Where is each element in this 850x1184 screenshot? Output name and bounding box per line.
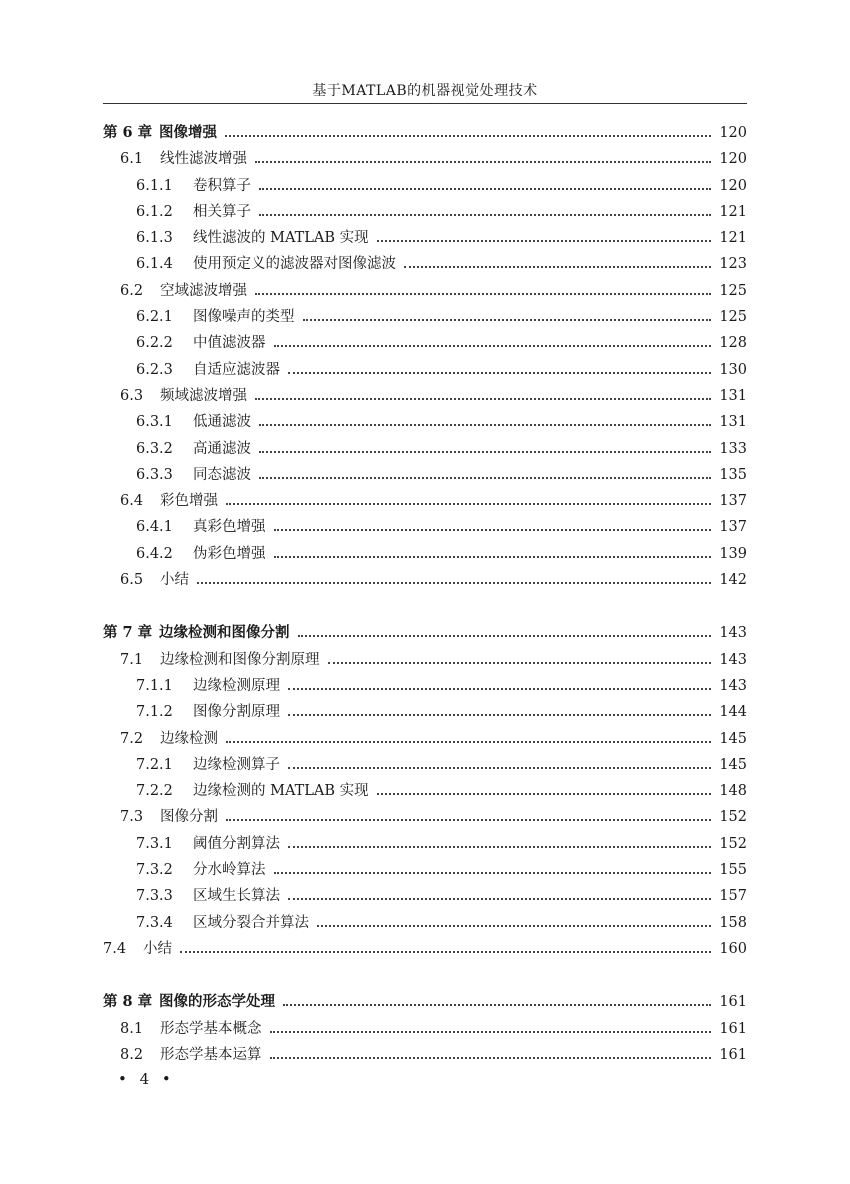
- toc-entry-page: 120: [719, 151, 747, 168]
- toc-entry-number: 6.3.1: [136, 414, 173, 431]
- dot-leader: [303, 305, 712, 322]
- dot-leader: [377, 779, 711, 796]
- dot-leader: [259, 199, 711, 216]
- toc-entry-number: 6.1: [120, 151, 144, 168]
- toc-entry-number: 7.1.1: [136, 677, 173, 694]
- toc-entry-number: 第 8 章: [103, 993, 153, 1011]
- toc-entry-number: 8.1: [120, 1020, 144, 1037]
- toc-entry-title: 边缘检测算子: [193, 756, 280, 773]
- toc-section-entry[interactable]: [103, 146, 747, 172]
- dot-leader: [274, 541, 712, 558]
- dot-leader: [226, 489, 711, 506]
- toc-entry-number: 6.1.3: [136, 230, 173, 247]
- dot-leader: [298, 621, 712, 638]
- dot-leader: [270, 1042, 712, 1059]
- dot-leader: [377, 226, 711, 243]
- dot-leader: [259, 436, 711, 453]
- toc-entry-title: 图像分割: [160, 809, 218, 826]
- toc-subsection-entry[interactable]: [103, 409, 747, 435]
- toc-entry-number: 第 7 章: [103, 624, 153, 642]
- toc-entry-page: 145: [719, 756, 747, 773]
- toc-entry-page: 121: [719, 203, 747, 220]
- toc-chapter: [103, 120, 747, 593]
- toc-entry-title: 小结: [143, 940, 172, 957]
- toc-entry-page: 145: [719, 730, 747, 747]
- toc-subsection-entry[interactable]: [103, 436, 747, 462]
- dot-leader: [274, 858, 712, 875]
- toc-entry-page: 125: [719, 309, 747, 326]
- toc-subsection-entry[interactable]: [103, 699, 747, 725]
- toc-entry-page: 161: [719, 994, 747, 1011]
- toc-entry-number: 6.4: [120, 493, 144, 510]
- toc-entry-title: 边缘检测的 MATLAB 实现: [193, 783, 369, 800]
- toc-chapter-heading[interactable]: [103, 989, 747, 1015]
- dot-leader: [180, 936, 711, 953]
- toc-entry-number: 6.1.1: [136, 177, 173, 194]
- dot-leader: [270, 1016, 712, 1033]
- toc-entry-number: 6.5: [120, 572, 144, 589]
- toc-entry-title: 相关算子: [193, 203, 251, 220]
- toc-entry-page: 152: [719, 835, 747, 852]
- toc-entry-page: 148: [719, 783, 747, 800]
- dot-leader: [255, 383, 711, 400]
- toc-entry-page: 155: [719, 862, 747, 879]
- header-rule: [103, 103, 747, 104]
- toc-entry-number: 6.2.3: [136, 361, 173, 378]
- toc-subsection-entry[interactable]: [103, 883, 747, 909]
- dot-leader: [226, 726, 711, 743]
- toc-entry-page: 139: [719, 545, 747, 562]
- toc-entry-title: 边缘检测原理: [193, 677, 280, 694]
- toc-entry-page: 152: [719, 809, 747, 826]
- dot-leader: [288, 673, 711, 690]
- toc-entry-number: 7.3.4: [136, 914, 173, 931]
- dot-leader: [197, 568, 711, 585]
- toc-entry-page: 143: [719, 651, 747, 668]
- toc-entry-page: 123: [719, 256, 747, 273]
- dot-leader: [288, 884, 711, 901]
- toc-entry-title: 分水岭算法: [193, 862, 266, 879]
- toc-entry-title: 彩色增强: [160, 493, 218, 510]
- dot-leader: [225, 121, 711, 138]
- dot-leader: [283, 990, 711, 1007]
- toc-entry-title: 线性滤波增强: [160, 151, 247, 168]
- toc-subsection-entry[interactable]: [103, 357, 747, 383]
- toc-entry-title: 形态学基本概念: [160, 1020, 262, 1037]
- toc-section-entry[interactable]: [103, 278, 747, 304]
- toc-subsection-entry[interactable]: [103, 462, 747, 488]
- dot-leader: [259, 173, 711, 190]
- toc-entry-number: 8.2: [120, 1046, 144, 1063]
- toc-entry-number: 6.1.2: [136, 203, 173, 220]
- toc-subsection-entry[interactable]: [103, 173, 747, 199]
- toc-entry-title: 图像噪声的类型: [193, 309, 295, 326]
- toc-entry-title: 使用预定义的滤波器对图像滤波: [193, 256, 396, 273]
- dot-leader: [288, 357, 711, 374]
- toc-entry-page: 137: [719, 493, 747, 510]
- toc-entry-number: 7.3: [120, 809, 144, 826]
- toc-section-entry[interactable]: [103, 383, 747, 409]
- toc-entry-page: 133: [719, 440, 747, 457]
- toc-entry-page: 137: [719, 519, 747, 536]
- dot-leader: [226, 805, 711, 822]
- toc-section-entry[interactable]: [103, 567, 747, 593]
- toc-subsection-entry[interactable]: [103, 330, 747, 356]
- toc-entry-page: 128: [719, 335, 747, 352]
- toc-subsection-entry[interactable]: [103, 673, 747, 699]
- toc-entry-page: 143: [719, 625, 747, 642]
- dot-leader: [288, 752, 711, 769]
- dot-leader: [288, 831, 711, 848]
- dot-leader: [259, 410, 711, 427]
- toc-entry-page: 135: [719, 466, 747, 483]
- toc-entry-page: 158: [719, 914, 747, 931]
- toc-entry-number: 6.3.2: [136, 440, 173, 457]
- toc-entry-title: 线性滤波的 MATLAB 实现: [193, 230, 369, 247]
- toc-entry-page: 142: [719, 572, 747, 589]
- toc-subsection-entry[interactable]: [103, 514, 747, 540]
- toc-entry-number: 6.4.2: [136, 545, 173, 562]
- dot-leader: [288, 700, 711, 717]
- toc-subsection-entry[interactable]: [103, 199, 747, 225]
- toc-entry-page: 143: [719, 677, 747, 694]
- toc-entry-page: 125: [719, 282, 747, 299]
- toc-entry-title: 高通滤波: [193, 440, 251, 457]
- page-number: • 4 •: [118, 1070, 175, 1088]
- toc-entry-page: 144: [719, 704, 747, 721]
- toc-entry-number: 6.3: [120, 387, 144, 404]
- toc-chapter-heading[interactable]: [103, 120, 747, 146]
- toc-entry-title: 区域分裂合并算法: [193, 914, 309, 931]
- toc-entry-title: 中值滤波器: [193, 335, 266, 352]
- toc-entry-title: 区域生长算法: [193, 888, 280, 905]
- toc-subsection-entry[interactable]: [103, 752, 747, 778]
- dot-leader: [255, 278, 711, 295]
- toc-entry-title: 图像的形态学处理: [159, 993, 275, 1011]
- toc-entry-number: 7.2: [120, 730, 144, 747]
- toc-subsection-entry[interactable]: [103, 857, 747, 883]
- toc-entry-page: 160: [719, 940, 747, 957]
- dot-leader: [259, 462, 711, 479]
- toc-entry-page: 120: [719, 125, 747, 141]
- toc-entry-title: 频域滤波增强: [160, 387, 247, 404]
- toc-entry-number: 6.3.3: [136, 466, 173, 483]
- toc-entry-number: 6.4.1: [136, 519, 173, 536]
- toc-subsection-entry[interactable]: [103, 225, 747, 251]
- toc-chapter-heading[interactable]: [103, 620, 747, 646]
- toc-entry-title: 卷积算子: [193, 177, 251, 194]
- toc-entry-title: 伪彩色增强: [193, 545, 266, 562]
- toc-entry-number: 7.3.1: [136, 835, 173, 852]
- toc-entry-title: 图像增强: [159, 124, 217, 141]
- toc-entry-number: 6.2.2: [136, 335, 173, 352]
- toc-entry-title: 阈值分割算法: [193, 835, 280, 852]
- toc-entry-page: 131: [719, 414, 747, 431]
- toc-subsection-entry[interactable]: [103, 304, 747, 330]
- dot-leader: [317, 910, 711, 927]
- dot-leader: [274, 515, 712, 532]
- toc-subsection-entry[interactable]: [103, 778, 747, 804]
- toc-section-entry[interactable]: [103, 726, 747, 752]
- toc-entry-title: 同态滤波: [193, 466, 251, 483]
- toc-section-entry[interactable]: [103, 488, 747, 514]
- toc-chapter: [103, 620, 747, 962]
- toc-section-entry[interactable]: [103, 1042, 747, 1068]
- toc-entry-number: 6.2.1: [136, 309, 173, 326]
- dot-leader: [404, 252, 711, 269]
- toc-entry-title: 空域滤波增强: [160, 282, 247, 299]
- toc-entry-title: 边缘检测和图像分割原理: [160, 651, 320, 668]
- toc-entry-page: 161: [719, 1046, 747, 1063]
- running-header: 基于MATLAB的机器视觉处理技术: [312, 83, 538, 99]
- toc-entry-number: 6.1.4: [136, 256, 173, 273]
- toc-entry-number: 7.3.3: [136, 888, 173, 905]
- toc-entry-page: 121: [719, 230, 747, 247]
- toc-section-entry[interactable]: [103, 936, 747, 962]
- toc-entry-number: 6.2: [120, 282, 144, 299]
- toc-entry-page: 131: [719, 387, 747, 404]
- toc-entry-title: 低通滤波: [193, 414, 251, 431]
- dot-leader: [328, 647, 712, 664]
- toc-entry-title: 形态学基本运算: [160, 1046, 262, 1063]
- toc-subsection-entry[interactable]: [103, 541, 747, 567]
- toc-section-entry[interactable]: [103, 804, 747, 830]
- toc-entry-page: 157: [719, 888, 747, 905]
- toc-subsection-entry[interactable]: [103, 831, 747, 857]
- toc-entry-title: 图像分割原理: [193, 704, 280, 721]
- toc-entry-number: 第 6 章: [103, 124, 153, 141]
- toc-entry-page: 130: [719, 361, 747, 378]
- toc-entry-number: 7.4: [103, 940, 127, 957]
- toc-entry-number: 7.3.2: [136, 862, 173, 879]
- toc-entry-page: 161: [719, 1020, 747, 1037]
- dot-leader: [255, 147, 711, 164]
- toc-subsection-entry[interactable]: [103, 251, 747, 277]
- toc-section-entry[interactable]: [103, 647, 747, 673]
- toc-entry-number: 7.2.1: [136, 756, 173, 773]
- toc-entry-title: 小结: [160, 572, 189, 589]
- toc-entry-number: 7.1: [120, 651, 144, 668]
- toc-entry-number: 7.2.2: [136, 783, 173, 800]
- toc-subsection-entry[interactable]: [103, 910, 747, 936]
- toc-entry-title: 自适应滤波器: [193, 361, 280, 378]
- toc-entry-title: 边缘检测: [160, 730, 218, 747]
- dot-leader: [274, 331, 712, 348]
- toc-entry-page: 120: [719, 177, 747, 194]
- toc-entry-number: 7.1.2: [136, 704, 173, 721]
- toc-entry-title: 边缘检测和图像分割: [159, 624, 290, 642]
- toc-section-entry[interactable]: [103, 1016, 747, 1042]
- toc-chapter: [103, 989, 747, 1068]
- table-of-contents: [103, 120, 747, 1068]
- toc-entry-title: 真彩色增强: [193, 519, 266, 536]
